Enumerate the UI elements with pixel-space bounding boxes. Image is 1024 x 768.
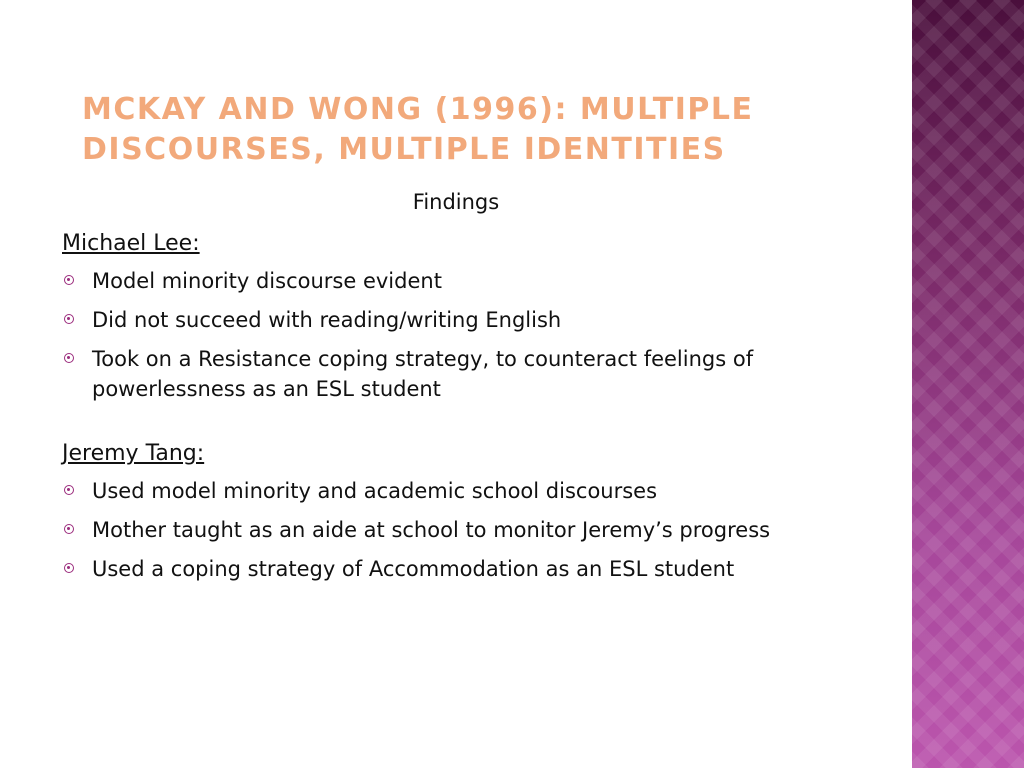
list-item bbox=[62, 554, 832, 584]
slide-content bbox=[62, 186, 862, 584]
list-item-text: Model minority discourse evident bbox=[92, 269, 442, 293]
section-heading: Findings bbox=[412, 190, 500, 214]
slide-title bbox=[82, 90, 882, 170]
circle-dot-bullet-icon bbox=[64, 314, 74, 324]
circle-dot-bullet-icon bbox=[64, 485, 74, 495]
group-heading-jeremy-tang: Jeremy Tang: bbox=[62, 441, 205, 466]
list-item bbox=[62, 344, 832, 404]
list-item-text: Took on a Resistance coping strategy, to counteract feelings of powerlessness as an ESL student bbox=[92, 347, 754, 401]
circle-dot-bullet-icon bbox=[64, 563, 74, 573]
circle-dot-bullet-icon bbox=[64, 353, 74, 363]
list-item bbox=[62, 515, 832, 545]
group-heading-michael-lee: Michael Lee: bbox=[62, 231, 200, 256]
list-item bbox=[62, 476, 832, 506]
list-item bbox=[62, 305, 832, 335]
circle-dot-bullet-icon bbox=[64, 275, 74, 285]
bullet-list-michael-lee bbox=[62, 266, 862, 404]
title-line-1: MCKAY AND WONG (1996): MULTIPLE bbox=[82, 92, 754, 127]
bullet-list-jeremy-tang bbox=[62, 476, 862, 584]
list-item-text: Did not succeed with reading/writing English bbox=[92, 308, 562, 332]
list-item-text: Used a coping strategy of Accommodation as an ESL student bbox=[92, 557, 735, 581]
list-item-text: Mother taught as an aide at school to monitor Jeremy’s progress bbox=[92, 518, 771, 542]
decorative-side-band bbox=[912, 0, 1024, 768]
list-item-text: Used model minority and academic school discourses bbox=[92, 479, 658, 503]
title-line-2: DISCOURSES, MULTIPLE IDENTITIES bbox=[82, 132, 726, 167]
circle-dot-bullet-icon bbox=[64, 524, 74, 534]
list-item bbox=[62, 266, 832, 296]
